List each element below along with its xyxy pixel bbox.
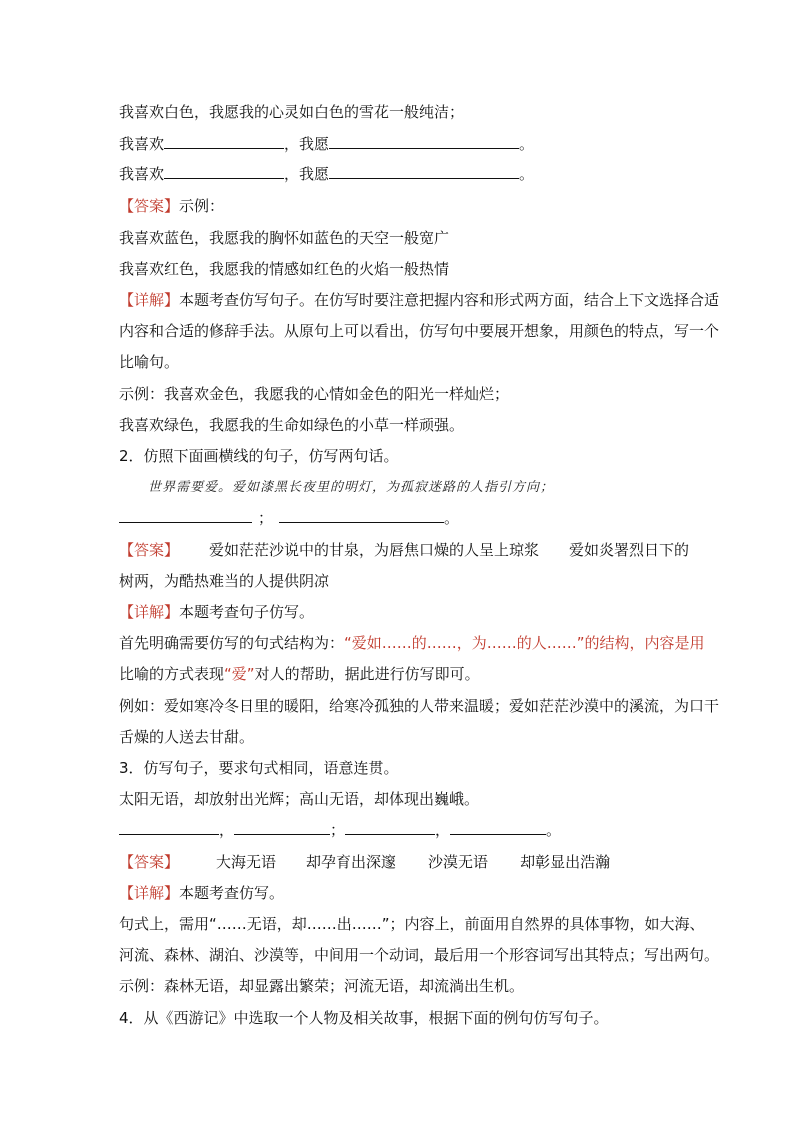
q2-blank-2[interactable] — [279, 508, 444, 523]
detail-tag: 【详解】 — [119, 884, 180, 902]
q2-title: 2．仿照下面画横线的句子，仿写两句话。 — [119, 447, 399, 465]
q3-detail-4: 示例：森林无语，却显露出繁荣；河流无语，却流淌出生机。 — [119, 977, 525, 995]
q2-answer-c: 树两，为酷热难当的人提供阴凉 — [119, 572, 330, 590]
answer-label: 示例： — [179, 197, 225, 215]
q3-blank-line — [119, 820, 561, 840]
q3-answer-4: 却彰显出浩瀚 — [520, 853, 611, 871]
q1-end: 。 — [519, 165, 535, 183]
answer-tag: 【答案】 — [119, 197, 180, 215]
q3-comma: ， — [435, 821, 451, 839]
q3-blank-2[interactable] — [234, 820, 330, 835]
q1-detail-1 — [119, 290, 719, 310]
q2-blank-1[interactable] — [119, 508, 252, 523]
q1-prefix: 我喜欢 — [119, 135, 165, 153]
q3-answer-3: 沙漠无语 — [428, 853, 489, 871]
detail-text: 首先明确需要仿写的句式结构为： — [119, 634, 345, 652]
q2-blank-line — [119, 508, 459, 528]
q3-detail-3: 河流、森林、湖泊、沙漠等，中间用一个动词，最后用一个形容词写出其特点；写出两句。 — [119, 946, 720, 964]
q1-prefix: 我喜欢 — [119, 165, 165, 183]
q2-end: 。 — [444, 509, 460, 527]
detail-quote: “爱如……的……，为……的人……”的结构，内容是用 — [344, 634, 705, 652]
q1-end: 。 — [519, 135, 535, 153]
q2-answer-a: 爱如茫茫沙说中的甘泉，为唇焦口燥的人呈上琼浆 — [209, 541, 540, 559]
q1-detail-5: 我喜欢绿色，我愿我的生命如绿色的小草一样顽强。 — [119, 416, 465, 434]
q3-end: 。 — [546, 821, 562, 839]
detail-tag: 【详解】 — [119, 603, 180, 621]
detail-tag: 【详解】 — [119, 291, 180, 309]
q2-detail-3 — [119, 664, 480, 684]
q3-example: 太阳无语，却放射出光辉；高山无语，却体现出巍峨。 — [119, 790, 480, 808]
answer-tag: 【答案】 — [119, 541, 180, 559]
q1-blank-wish-2[interactable] — [329, 164, 519, 179]
q2-answer-line-1 — [119, 540, 689, 560]
q1-blank-color-1[interactable] — [164, 134, 284, 149]
detail-text: 本题考查仿写句子。在仿写时要注意把握内容和形式两方面，结合上下文选择合适 — [179, 291, 720, 309]
q3-blank-1[interactable] — [119, 820, 219, 835]
q1-detail-4: 示例：我喜欢金色，我愿我的心情如金色的阳光一样灿烂； — [119, 385, 510, 403]
q1-blank-color-2[interactable] — [164, 164, 284, 179]
q2-detail-2 — [119, 633, 705, 653]
q3-detail-1 — [119, 883, 284, 903]
detail-quote: “爱” — [224, 665, 255, 683]
q3-answer-line — [119, 852, 610, 872]
q3-answer-2: 却孕育出深邃 — [306, 853, 397, 871]
q2-detail-1 — [119, 602, 314, 622]
q1-detail-3: 比喻句。 — [119, 353, 180, 371]
q2-detail-5: 舌燥的人送去甘甜。 — [119, 728, 255, 746]
q1-answer-1: 我喜欢蓝色，我愿我的胸怀如蓝色的天空一般宽广 — [119, 229, 450, 247]
q3-blank-3[interactable] — [345, 820, 435, 835]
q1-blank-wish-1[interactable] — [329, 134, 519, 149]
q2-handwritten-example: 世界需要爱。爱如漆黑长夜里的明灯，为孤寂迷路的人指引方向； — [148, 480, 555, 495]
detail-text: 对人的帮助，据此进行仿写即可。 — [254, 665, 480, 683]
q2-sep: ； — [258, 509, 274, 527]
q1-detail-2: 内容和合适的修辞手法。从原句上可以看出，仿写句中要展开想象，用颜色的特点，写一个 — [119, 322, 720, 340]
q1-mid: ，我愿 — [284, 165, 330, 183]
q3-title: 3．仿写句子，要求句式相同，语意连贯。 — [119, 759, 399, 777]
q3-answer-1: 大海无语 — [216, 853, 277, 871]
q2-answer-b: 爱如炎署烈日下的 — [569, 541, 690, 559]
q3-blank-4[interactable] — [450, 820, 546, 835]
q1-answer-2: 我喜欢红色，我愿我的情感如红色的火焰一般热情 — [119, 260, 450, 278]
q3-semi: ； — [330, 821, 346, 839]
answer-tag: 【答案】 — [119, 853, 180, 871]
detail-text: 本题考查句子仿写。 — [179, 603, 315, 621]
q3-detail-2: 句式上，需用“……无语，却……出……”；内容上，前面用自然界的具体事物，如大海、 — [119, 915, 705, 933]
q3-comma: ， — [219, 821, 235, 839]
q2-detail-4: 例如：爱如寒冷冬日里的暖阳，给寒冷孤独的人带来温暖；爱如茫茫沙漠中的溪流，为口干 — [119, 697, 720, 715]
q1-blank-line-1 — [119, 134, 534, 154]
q1-mid: ，我愿 — [284, 135, 330, 153]
q1-example: 我喜欢白色，我愿我的心灵如白色的雪花一般纯洁； — [119, 103, 465, 121]
q1-blank-line-2 — [119, 164, 534, 184]
detail-text: 比喻的方式表现 — [119, 665, 225, 683]
detail-text: 本题考查仿写。 — [179, 884, 285, 902]
q1-answer-header — [119, 196, 224, 216]
q4-title: 4．从《西游记》中选取一个人物及相关故事，根据下面的例句仿写句子。 — [119, 1009, 609, 1027]
